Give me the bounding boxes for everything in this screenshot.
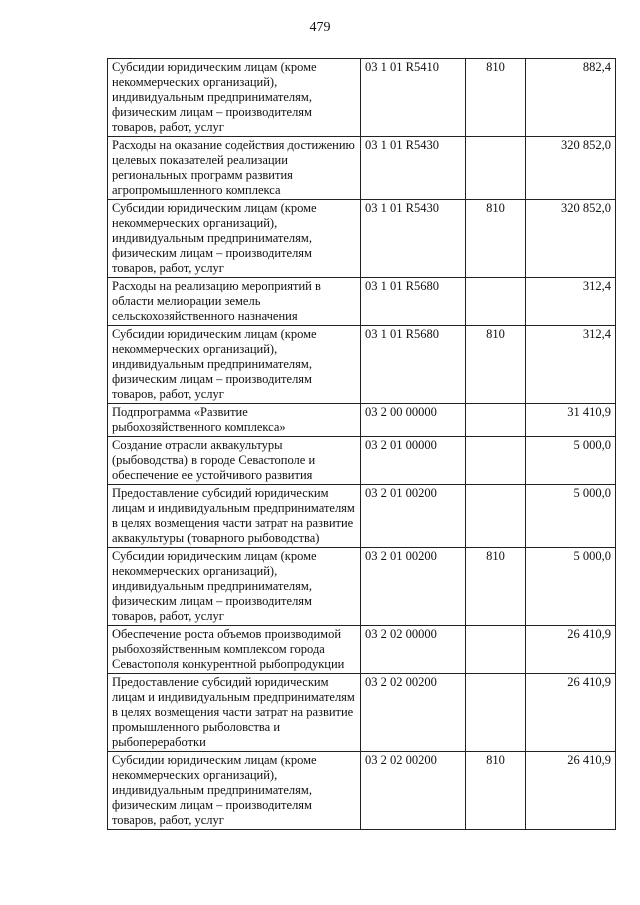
row-name: Расходы на оказание содействия достижению целевых показателей реализации региональных программ развития агропромышленного комплекса bbox=[108, 137, 361, 200]
row-type bbox=[466, 137, 526, 200]
row-name: Расходы на реализацию мероприятий в области мелиорации земель сельскохозяйственного назначения bbox=[108, 278, 361, 326]
table-row bbox=[108, 674, 616, 752]
table-row bbox=[108, 278, 616, 326]
budget-table-body bbox=[108, 59, 616, 830]
row-name: Создание отрасли аквакультуры (рыбоводства) в городе Севастополе и обеспечение ее устойчивого развития bbox=[108, 437, 361, 485]
table-row bbox=[108, 437, 616, 485]
row-sum: 312,4 bbox=[526, 278, 616, 326]
row-type bbox=[466, 278, 526, 326]
budget-table bbox=[107, 58, 616, 830]
row-type bbox=[466, 485, 526, 548]
row-sum: 312,4 bbox=[526, 326, 616, 404]
row-type: 810 bbox=[466, 326, 526, 404]
table-row bbox=[108, 137, 616, 200]
row-name: Подпрограмма «Развитие рыбохозяйственного комплекса» bbox=[108, 404, 361, 437]
row-name: Обеспечение роста объемов производимой рыбохозяйственным комплексом города Севастополя конкурентной рыбопродукции bbox=[108, 626, 361, 674]
table-row bbox=[108, 200, 616, 278]
row-name: Субсидии юридическим лицам (кроме некоммерческих организаций), индивидуальным предпринимателям, физическим лицам – производителям товаров, работ, услуг bbox=[108, 200, 361, 278]
row-name: Субсидии юридическим лицам (кроме некоммерческих организаций), индивидуальным предпринимателям, физическим лицам – производителям товаров, работ, услуг bbox=[108, 326, 361, 404]
row-code: 03 2 00 00000 bbox=[361, 404, 466, 437]
row-code: 03 2 01 00200 bbox=[361, 485, 466, 548]
row-sum: 5 000,0 bbox=[526, 485, 616, 548]
row-type: 810 bbox=[466, 548, 526, 626]
row-name: Предоставление субсидий юридическим лицам и индивидуальным предпринимателям в целях возмещения части затрат на развитие промышленного рыболовства и рыбопереработки bbox=[108, 674, 361, 752]
row-code: 03 2 02 00200 bbox=[361, 752, 466, 830]
row-sum: 26 410,9 bbox=[526, 674, 616, 752]
row-sum: 5 000,0 bbox=[526, 437, 616, 485]
row-type bbox=[466, 404, 526, 437]
row-name: Субсидии юридическим лицам (кроме некоммерческих организаций), индивидуальным предпринимателям, физическим лицам – производителям товаров, работ, услуг bbox=[108, 59, 361, 137]
row-name: Субсидии юридическим лицам (кроме некоммерческих организаций), индивидуальным предпринимателям, физическим лицам – производителям товаров, работ, услуг bbox=[108, 752, 361, 830]
row-code: 03 2 02 00200 bbox=[361, 674, 466, 752]
row-code: 03 2 02 00000 bbox=[361, 626, 466, 674]
row-code: 03 2 01 00200 bbox=[361, 548, 466, 626]
row-code: 03 1 01 R5430 bbox=[361, 200, 466, 278]
table-row bbox=[108, 626, 616, 674]
row-sum: 320 852,0 bbox=[526, 200, 616, 278]
row-sum: 31 410,9 bbox=[526, 404, 616, 437]
row-type bbox=[466, 437, 526, 485]
table-row bbox=[108, 59, 616, 137]
table-row bbox=[108, 548, 616, 626]
table-row bbox=[108, 485, 616, 548]
row-sum: 5 000,0 bbox=[526, 548, 616, 626]
table-row bbox=[108, 404, 616, 437]
row-type: 810 bbox=[466, 59, 526, 137]
row-name: Субсидии юридическим лицам (кроме некоммерческих организаций), индивидуальным предпринимателям, физическим лицам – производителям товаров, работ, услуг bbox=[108, 548, 361, 626]
row-code: 03 1 01 R5430 bbox=[361, 137, 466, 200]
row-sum: 320 852,0 bbox=[526, 137, 616, 200]
table-row bbox=[108, 752, 616, 830]
row-code: 03 1 01 R5680 bbox=[361, 278, 466, 326]
row-name: Предоставление субсидий юридическим лицам и индивидуальным предпринимателям в целях возмещения части затрат на развитие аквакультуры (товарного рыбоводства) bbox=[108, 485, 361, 548]
row-sum: 26 410,9 bbox=[526, 752, 616, 830]
row-type bbox=[466, 626, 526, 674]
row-code: 03 1 01 R5680 bbox=[361, 326, 466, 404]
row-code: 03 2 01 00000 bbox=[361, 437, 466, 485]
row-code: 03 1 01 R5410 bbox=[361, 59, 466, 137]
row-type bbox=[466, 674, 526, 752]
row-type: 810 bbox=[466, 200, 526, 278]
row-sum: 882,4 bbox=[526, 59, 616, 137]
row-type: 810 bbox=[466, 752, 526, 830]
page-number: 479 bbox=[309, 20, 331, 35]
row-sum: 26 410,9 bbox=[526, 626, 616, 674]
table-row bbox=[108, 326, 616, 404]
